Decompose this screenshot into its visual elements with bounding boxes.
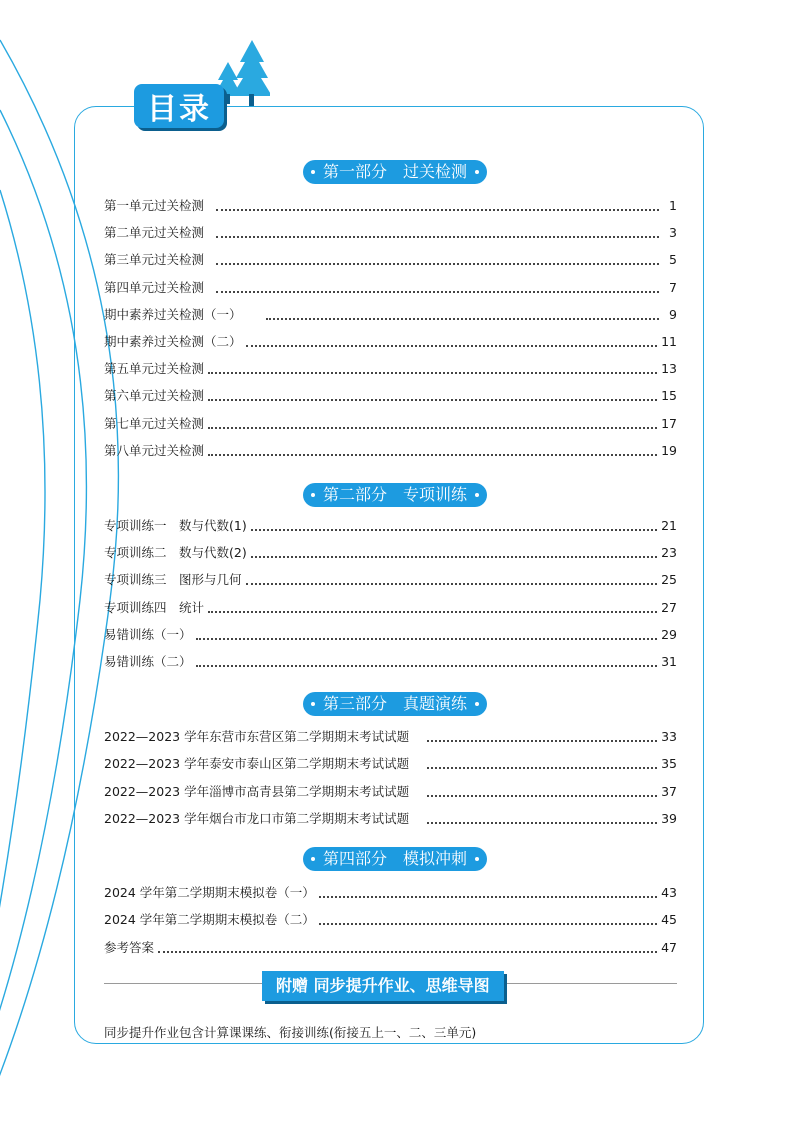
dot-leader	[427, 767, 657, 769]
toc-entry-page: 39	[661, 810, 677, 826]
toc-entry-label: 第一单元过关检测	[104, 198, 205, 213]
toc-entry-label: 专项训练三 图形与几何	[104, 572, 242, 588]
dot-icon	[311, 170, 315, 174]
dot-leader	[208, 372, 657, 374]
dot-leader	[427, 795, 657, 797]
toc-entry-label: 2022—2023 学年泰安市泰山区第二学期期末考试试题	[104, 756, 410, 772]
dot-leader	[427, 740, 657, 742]
toc-entry-page: 21	[661, 518, 677, 533]
toc-entry[interactable]	[104, 599, 677, 617]
toc-entry-page: 13	[661, 361, 677, 377]
dot-icon	[311, 702, 315, 706]
dot-leader	[196, 638, 658, 640]
toc-entry[interactable]	[104, 333, 677, 351]
dot-icon	[475, 702, 479, 706]
toc-entry-page: 3	[669, 225, 677, 241]
dot-icon	[311, 857, 315, 861]
section-title-pill	[303, 483, 487, 507]
toc-entry[interactable]	[104, 544, 677, 562]
section-title-text: 第三部分 真题演练	[322, 694, 467, 713]
dot-leader	[208, 427, 657, 429]
toc-entry-label: 第六单元过关检测	[104, 388, 205, 404]
toc-entry[interactable]	[104, 517, 677, 535]
toc-entry-label: 专项训练一 数与代数(1)	[104, 518, 247, 533]
toc-entry-label: 第八单元过关检测	[104, 442, 205, 458]
toc-entry[interactable]	[104, 810, 677, 828]
toc-entry-label: 第七单元过关检测	[104, 415, 205, 431]
toc-entry-page: 31	[661, 654, 677, 669]
toc-entry-page: 27	[661, 599, 677, 615]
dot-leader	[216, 263, 659, 265]
dot-icon	[311, 493, 315, 497]
dot-leader	[266, 318, 659, 320]
toc-entry-page: 47	[661, 939, 677, 955]
section-title-text: 第二部分 专项训练	[322, 485, 467, 504]
toc-entry-page: 5	[669, 252, 677, 268]
toc-entry-label: 参考答案	[104, 939, 155, 955]
toc-entry-page: 35	[661, 756, 677, 772]
section-header	[0, 159, 790, 185]
toc-entry-page: 11	[661, 334, 677, 349]
section-title-text: 第四部分 模拟冲刺	[322, 849, 467, 868]
toc-entry[interactable]	[104, 728, 677, 746]
toc-entry-page: 43	[661, 885, 677, 900]
toc-entry[interactable]	[104, 884, 677, 902]
toc-entry[interactable]	[104, 653, 677, 671]
toc-entry-page: 7	[669, 279, 677, 295]
section-header	[0, 691, 790, 717]
dot-leader	[319, 896, 657, 898]
dot-leader	[246, 345, 658, 347]
dot-leader	[251, 556, 657, 558]
dot-leader	[216, 236, 659, 238]
dot-leader	[158, 951, 657, 953]
toc-entry-label: 期中素养过关检测（二）	[104, 334, 242, 349]
toc-entry-page: 29	[661, 626, 677, 642]
toc-entry-label: 专项训练四 统计	[104, 599, 205, 615]
toc-entry-label: 第五单元过关检测	[104, 361, 205, 377]
toc-entry-label: 2022—2023 学年烟台市龙口市第二学期期末考试试题	[104, 810, 410, 826]
bonus-note: 同步提升作业包含计算课课练、衔接训练(衔接五上一、二、三单元)	[104, 1025, 477, 1040]
toc-entry-page: 15	[661, 388, 677, 404]
section-header	[0, 482, 790, 508]
dot-leader	[319, 923, 657, 925]
page-title: 目录	[134, 84, 224, 128]
toc-entry[interactable]	[104, 251, 677, 269]
toc-entry-label: 2022—2023 学年东营市东营区第二学期期末考试试题	[104, 729, 410, 744]
section-title-text: 第一部分 过关检测	[322, 162, 467, 181]
toc-entry[interactable]	[104, 415, 677, 433]
toc-entry-label: 2022—2023 学年淄博市高青县第二学期期末考试试题	[104, 783, 410, 799]
toc-entry-page: 17	[661, 415, 677, 431]
toc-entry-label: 期中素养过关检测（一）	[104, 306, 242, 322]
toc-entry-label: 第二单元过关检测	[104, 225, 205, 241]
dot-leader	[208, 454, 657, 456]
toc-entry-page: 33	[661, 729, 677, 744]
toc-entry[interactable]	[104, 571, 677, 589]
toc-entry[interactable]	[104, 360, 677, 378]
dot-leader	[208, 399, 657, 401]
toc-entry-page: 19	[661, 442, 677, 458]
toc-entry[interactable]	[104, 442, 677, 460]
toc-entry-page: 45	[661, 912, 677, 928]
toc-entry-label: 第三单元过关检测	[104, 252, 205, 268]
section-title-pill	[303, 692, 487, 716]
section-title-pill	[303, 160, 487, 184]
dot-leader	[216, 291, 659, 293]
dot-leader	[246, 583, 658, 585]
section-title-pill	[303, 847, 487, 871]
dot-icon	[475, 493, 479, 497]
toc-entry-page: 23	[661, 545, 677, 561]
toc-entry[interactable]	[104, 224, 677, 242]
toc-entry-label: 易错训练（二）	[104, 654, 192, 669]
toc-entry-page: 9	[669, 306, 677, 322]
toc-entry-label: 2024 学年第二学期期末模拟卷（二）	[104, 912, 315, 928]
toc-entry-page: 37	[661, 783, 677, 799]
toc-entry[interactable]	[104, 387, 677, 405]
bonus-banner: 附赠 同步提升作业、思维导图	[262, 971, 504, 1001]
dot-leader	[196, 665, 658, 667]
toc-entry[interactable]	[104, 939, 677, 957]
toc-entry[interactable]	[104, 279, 677, 297]
toc-entry-page: 25	[661, 572, 677, 588]
dot-icon	[475, 170, 479, 174]
dot-icon	[475, 857, 479, 861]
toc-entry[interactable]	[104, 911, 677, 929]
toc-entry[interactable]	[104, 197, 677, 215]
toc-entry[interactable]	[104, 783, 677, 801]
dot-leader	[427, 822, 657, 824]
dot-leader	[216, 209, 659, 211]
toc-entry[interactable]	[104, 626, 677, 644]
dot-leader	[251, 529, 657, 531]
toc-entry-page: 1	[669, 198, 677, 213]
toc-entry[interactable]	[104, 306, 677, 324]
section-header	[0, 846, 790, 872]
toc-entry-label: 易错训练（一）	[104, 626, 192, 642]
toc-entry-label: 专项训练二 数与代数(2)	[104, 545, 247, 561]
toc-entry-label: 第四单元过关检测	[104, 279, 205, 295]
toc-entry[interactable]	[104, 755, 677, 773]
dot-leader	[208, 611, 657, 613]
toc-entry-label: 2024 学年第二学期期末模拟卷（一）	[104, 885, 315, 900]
